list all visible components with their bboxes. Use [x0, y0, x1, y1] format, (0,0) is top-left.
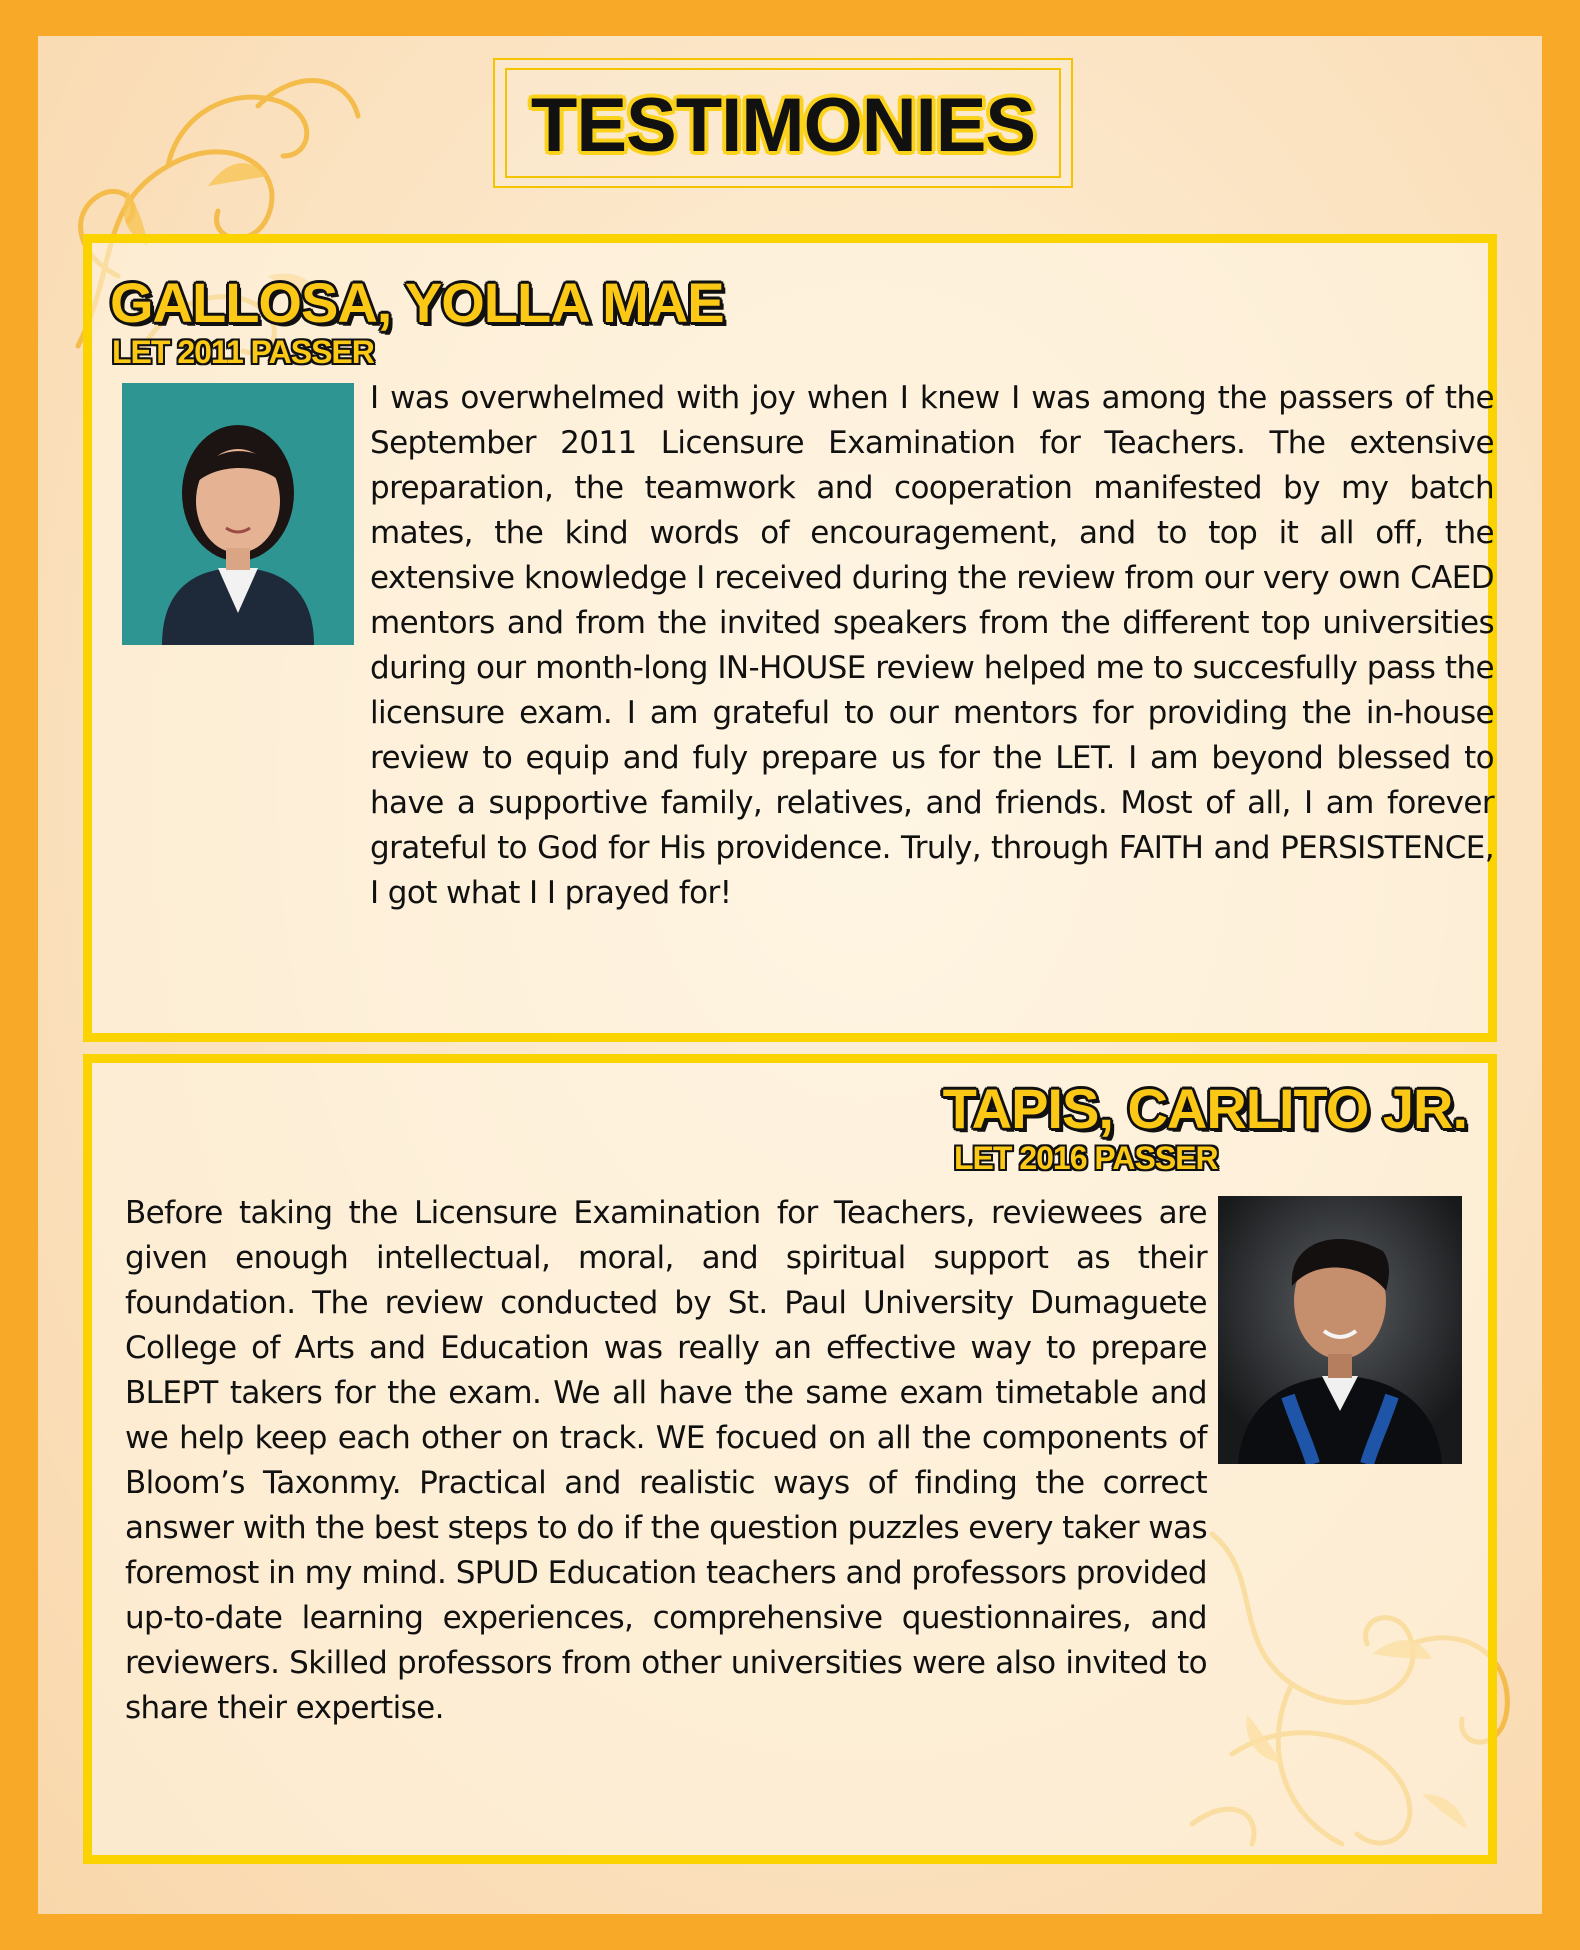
page-title: TESTIMONIES — [530, 83, 1036, 168]
testimony-2-photo — [1218, 1196, 1462, 1464]
testimony-1-photo — [122, 383, 354, 645]
portrait-woman-image — [122, 383, 354, 645]
testimony-2-text: Before taking the Licensure Examination for Teachers, reviewees are given enough intellectual, moral, and spiritual support as their foundation. The review conducted by St. Paul University Dumaguete College of Arts and Education was really an effective way to prepare BLEPT takers for the exam. We all have the same exam timetable and we help keep each other on track. WE focued on all the components of Bloom’s Taxonmy. Practical and realistic ways of finding the correct answer with the best steps to do if the question puzzles every taker was foremost in my mind. SPUD Education teachers and professors provided up-to-date learning experiences, comprehensive questionnaires, and reviewers. Skilled professors from other universities were also invited to share their expertise. — [125, 1195, 1207, 1726]
testimony-2-name: TAPIS, CARLITO JR. — [942, 1077, 1467, 1140]
portrait-man-graduation-image — [1218, 1196, 1462, 1464]
title-frame — [493, 58, 1073, 188]
testimony-2-subtitle: LET 2016 PASSER — [954, 1140, 1218, 1176]
testimony-1-subtitle: LET 2011 PASSER — [112, 334, 374, 370]
page-background — [38, 36, 1542, 1914]
testimony-1-name: GALLOSA, YOLLA MAE — [110, 271, 724, 334]
testimony-1-text: I was overwhelmed with joy when I knew I was among the passers of the September 2011 Licensure Examination for Teachers. The extensive preparation, the teamwork and cooperation manifested by my batch mates, the kind words of encouragement, and to top it all off, the extensive knowledge I received during the review from our very own CAED mentors and from the invited speakers from the different top universities during our month-long IN-HOUSE review helped me to succesfully pass the licensure exam. I am grateful to our mentors for providing the in-house review to equip and fuly prepare us for the LET. I am beyond blessed to have a supportive family, relatives, and friends. Most of all, I am forever grateful to God for His providence. Truly, through FAITH and PERSISTENCE, I got what I I prayed for! — [370, 380, 1494, 911]
